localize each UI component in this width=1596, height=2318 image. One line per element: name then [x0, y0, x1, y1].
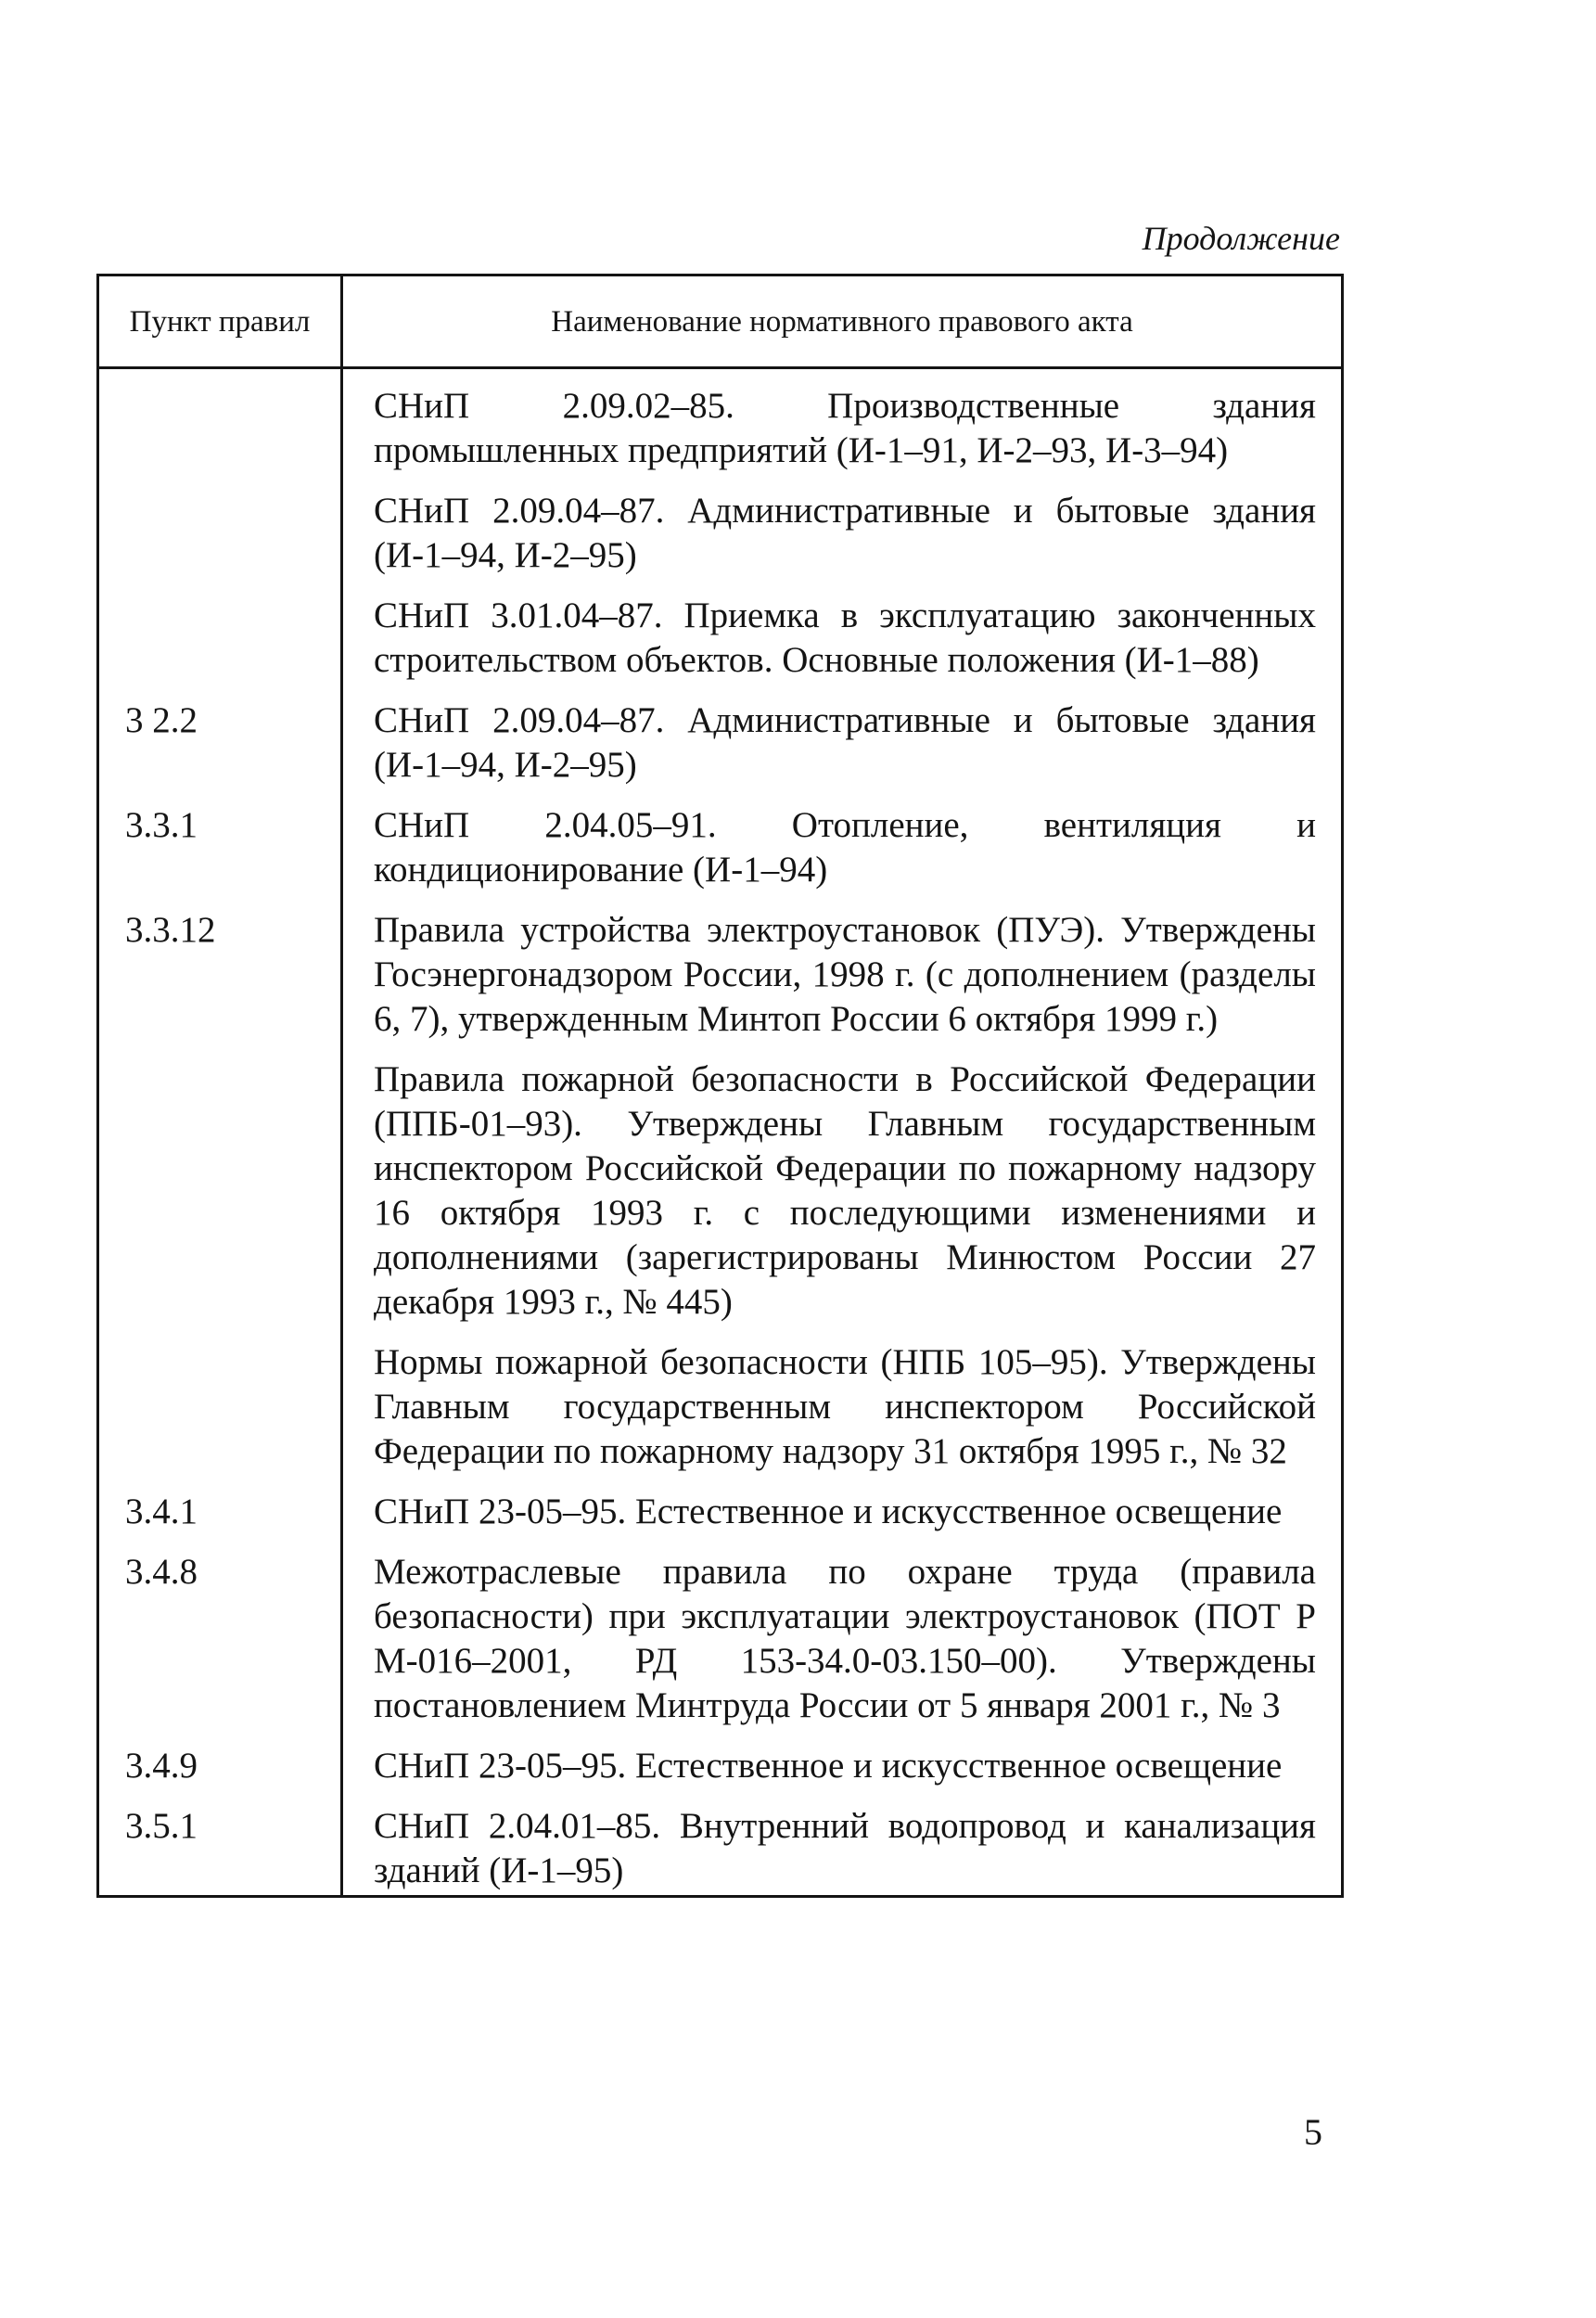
clause-cell: 3.5.1 — [98, 1804, 342, 1897]
regulations-table — [96, 274, 1344, 1898]
table-row — [98, 489, 1343, 594]
clause-cell — [98, 594, 342, 698]
table-row — [98, 1550, 1343, 1744]
act-cell: СНиП 23-05–95. Естественное и искусственное освещение — [342, 1490, 1343, 1550]
table-row — [98, 1057, 1343, 1340]
act-cell: СНиП 23-05–95. Естественное и искусственное освещение — [342, 1744, 1343, 1804]
table-row — [98, 1744, 1343, 1804]
table-row — [98, 698, 1343, 803]
page-number: 5 — [1304, 2111, 1322, 2153]
act-cell: Нормы пожарной безопасности (НПБ 105–95). Утверждены Главным государственным инспектором Российской Федерации по пожарному надзору 31 октября 1995 г., № 32 — [342, 1340, 1343, 1490]
table-row — [98, 1804, 1343, 1897]
table-row — [98, 908, 1343, 1057]
table-header-row — [98, 275, 1343, 368]
clause-cell: 3.4.9 — [98, 1744, 342, 1804]
act-cell: СНиП 2.09.04–87. Административные и бытовые здания (И-1–94, И-2–95) — [342, 489, 1343, 594]
header-clause: Пункт правил — [98, 275, 342, 368]
table-row — [98, 1340, 1343, 1490]
clause-cell — [98, 1340, 342, 1490]
table-row — [98, 803, 1343, 908]
clause-cell: 3 2.2 — [98, 698, 342, 803]
act-cell: СНиП 2.09.02–85. Производственные здания промышленных предприятий (И-1–91, И-2–93, И-3–94) — [342, 368, 1343, 490]
act-cell: Правила пожарной безопасности в Российской Федерации (ППБ-01–93). Утверждены Главным государственным инспектором Российской Федерации по пожарному надзору 16 октября 1993 г. с последующими изменениями и дополнениями (зарегистрированы Минюстом России 27 декабря 1993 г., № 445) — [342, 1057, 1343, 1340]
clause-cell: 3.3.1 — [98, 803, 342, 908]
clause-cell — [98, 1057, 342, 1340]
table-row — [98, 594, 1343, 698]
clause-cell — [98, 368, 342, 490]
continuation-label: Продолжение — [1142, 220, 1340, 257]
clause-cell: 3.4.8 — [98, 1550, 342, 1744]
clause-cell: 3.3.12 — [98, 908, 342, 1057]
act-cell: СНиП 2.04.05–91. Отопление, вентиляция и кондиционирование (И-1–94) — [342, 803, 1343, 908]
table-row — [98, 368, 1343, 490]
header-act: Наименование нормативного правового акта — [342, 275, 1343, 368]
clause-cell — [98, 489, 342, 594]
act-cell: Правила устройства электроустановок (ПУЭ). Утверждены Госэнергонадзором России, 1998 г. (с дополнением (разделы 6, 7), утвержденным Минтоп России 6 октября 1999 г.) — [342, 908, 1343, 1057]
table-row — [98, 1490, 1343, 1550]
act-cell: СНиП 3.01.04–87. Приемка в эксплуатацию законченных строительством объектов. Основные положения (И-1–88) — [342, 594, 1343, 698]
act-cell: СНиП 2.04.01–85. Внутренний водопровод и канализация зданий (И-1–95) — [342, 1804, 1343, 1897]
act-cell: СНиП 2.09.04–87. Административные и бытовые здания (И-1–94, И-2–95) — [342, 698, 1343, 803]
act-cell: Межотраслевые правила по охране труда (правила безопасности) при эксплуатации электроустановок (ПОТ Р М-016–2001, РД 153-34.0-03.150–00). Утверждены постановлением Минтруда России от 5 января 2001 г., № 3 — [342, 1550, 1343, 1744]
clause-cell: 3.4.1 — [98, 1490, 342, 1550]
